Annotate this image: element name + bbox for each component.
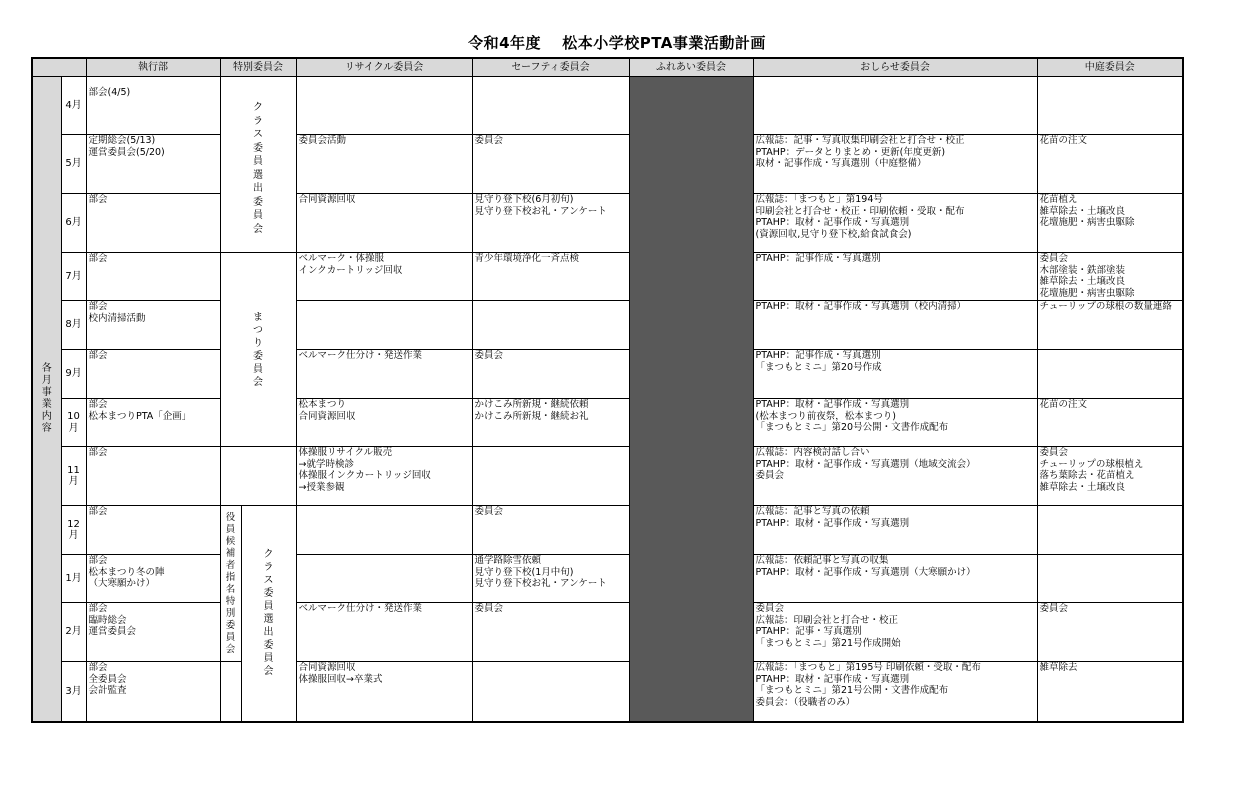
month-label: 3月 (61, 662, 86, 722)
garden-cell: 委員会 チューリップの球根植え 落ち葉除去・花苗植え 雑草除去・土壌改良 (1037, 447, 1183, 506)
notice-cell: PTAHP：記事作成・写真選別 (753, 253, 1037, 301)
garden-cell: 雑草除去 (1037, 662, 1183, 722)
safety-cell (472, 662, 629, 722)
garden-cell (1037, 350, 1183, 399)
header-corner (32, 58, 86, 77)
header-garden: 中庭委員会 (1037, 58, 1183, 77)
safety-cell: 見守り登下校(6月初旬) 見守り登下校お礼・アンケート (472, 194, 629, 253)
garden-cell: チューリップの球根の数量連絡 (1037, 301, 1183, 350)
notice-cell: PTAHP：取材・記事作成・写真選別 (松本まつり前夜祭，松本まつり) 「まつもとミニ」第20号公開・文書作成配布 (753, 399, 1037, 447)
safety-cell: 委員会 (472, 506, 629, 555)
header-row (32, 58, 1183, 77)
garden-cell: 委員会 木部塗装・鉄部塗装 雑草除去・土壌改良 花壇施肥・病害虫駆除 (1037, 253, 1183, 301)
month-label: 9月 (61, 350, 86, 399)
month-row (32, 301, 1183, 350)
special-empty-cell (220, 662, 241, 722)
recycle-cell (296, 506, 472, 555)
recycle-cell: 委員会活動 (296, 135, 472, 194)
month-label: 5月 (61, 135, 86, 194)
header-recycle: リサイクル委員会 (296, 58, 472, 77)
month-label: 11月 (61, 447, 86, 506)
header-fureai: ふれあい委員会 (629, 58, 753, 77)
safety-cell: 委員会 (472, 350, 629, 399)
garden-cell (1037, 77, 1183, 135)
month-label: 2月 (61, 603, 86, 662)
header-safety: セーフティ委員会 (472, 58, 629, 77)
recycle-cell (296, 77, 472, 135)
month-row (32, 662, 1183, 722)
executive-cell: 部会(4/5) (86, 77, 220, 135)
month-label: 6月 (61, 194, 86, 253)
notice-cell: PTAHP：記事作成・写真選別 「まつもとミニ」第20号作成 (753, 350, 1037, 399)
garden-cell (1037, 506, 1183, 555)
executive-cell: 定期総会(5/13) 運営委員会(5/20) (86, 135, 220, 194)
header-special: 特別委員会 (220, 58, 296, 77)
safety-cell: 青少年環境浄化一斉点検 (472, 253, 629, 301)
notice-cell: 広報誌：「まつもと」第195号 印刷依頼・受取・配布 PTAHP：取材・記事作成・写真選別 「まつもとミニ」第21号公開・文書作成配布 委員会：（役職者のみ） (753, 662, 1037, 722)
special-officer-candidate: 役員候補者指名特別委員会 (220, 506, 241, 662)
recycle-cell (296, 301, 472, 350)
recycle-cell: 体操服リサイクル販売 →就学時検診 体操服インクカートリッジ回収 →授業参観 (296, 447, 472, 506)
special-matsuri: まつり委員会 (220, 253, 296, 447)
recycle-cell: ベルマーク・体操服 インクカートリッジ回収 (296, 253, 472, 301)
notice-cell: 広報誌：「まつもと」第194号 印刷会社と打合せ・校正・印刷依頼・受取・配布 PTAHP：取材・記事作成・写真選別 (資源回収,見守り登下校,給食試食会) (753, 194, 1037, 253)
month-row (32, 77, 1183, 135)
month-row (32, 135, 1183, 194)
special-class-selection-1: クラス委員選出委員会 (220, 77, 296, 253)
page-title: 令和4年度 松本小学校PTA事業活動計画 (468, 34, 766, 52)
executive-cell: 部会 松本まつりPTA「企画」 (86, 399, 220, 447)
special-class-selection-2: クラス委員選出委員会 (241, 506, 296, 722)
month-label: 1月 (61, 555, 86, 603)
notice-cell: 広報誌：内容検討話し合い PTAHP：取材・記事作成・写真選別（地域交流会） 委員会 (753, 447, 1037, 506)
garden-cell: 花苗植え 雑草除去・土壌改良 花壇施肥・病害虫駆除 (1037, 194, 1183, 253)
executive-cell: 部会 松本まつり冬の陣 （大寒願かけ） (86, 555, 220, 603)
month-label: 12月 (61, 506, 86, 555)
month-label: 8月 (61, 301, 86, 350)
garden-cell: 委員会 (1037, 603, 1183, 662)
month-row (32, 506, 1183, 555)
month-label: 10月 (61, 399, 86, 447)
executive-cell: 部会 (86, 253, 220, 301)
notice-cell: PTAHP：取材・記事作成・写真選別（校内清掃） (753, 301, 1037, 350)
executive-cell: 部会 (86, 506, 220, 555)
notice-cell (753, 77, 1037, 135)
safety-cell: かけこみ所新規・継続依頼 かけこみ所新規・継続お礼 (472, 399, 629, 447)
executive-cell: 部会 全委員会 会計監査 (86, 662, 220, 722)
notice-cell: 広報誌：記事・写真収集印刷会社と打合せ・校正 PTAHP：データとりまとめ・更新(年度更新) 取材・記事作成・写真選別（中庭整備） (753, 135, 1037, 194)
recycle-cell: ベルマーク仕分け・発送作業 (296, 350, 472, 399)
recycle-cell (296, 555, 472, 603)
side-label: 各月事業内容 (32, 77, 61, 722)
recycle-cell: 合同資源回収 体操服回収→卒業式 (296, 662, 472, 722)
month-row (32, 194, 1183, 253)
executive-cell: 部会 (86, 194, 220, 253)
month-row (32, 447, 1183, 506)
month-row (32, 253, 1183, 301)
safety-cell (472, 301, 629, 350)
month-row (32, 603, 1183, 662)
garden-cell (1037, 555, 1183, 603)
garden-cell: 花苗の注文 (1037, 135, 1183, 194)
notice-cell: 広報誌：記事と写真の依頼 PTAHP：取材・記事作成・写真選別 (753, 506, 1037, 555)
month-row (32, 555, 1183, 603)
header-notice: おしらせ委員会 (753, 58, 1037, 77)
safety-cell (472, 77, 629, 135)
safety-cell (472, 447, 629, 506)
recycle-cell: 松本まつり 合同資源回収 (296, 399, 472, 447)
special-empty-cell (220, 447, 296, 506)
activity-plan-table (31, 57, 1184, 723)
month-label: 7月 (61, 253, 86, 301)
recycle-cell: ベルマーク仕分け・発送作業 (296, 603, 472, 662)
notice-cell: 委員会 広報誌：印刷会社と打合せ・校正 PTAHP：記事・写真選別 「まつもとミニ」第21号作成開始 (753, 603, 1037, 662)
month-label: 4月 (61, 77, 86, 135)
recycle-cell: 合同資源回収 (296, 194, 472, 253)
month-row (32, 350, 1183, 399)
executive-cell: 部会 臨時総会 運営委員会 (86, 603, 220, 662)
safety-cell: 委員会 (472, 135, 629, 194)
executive-cell: 部会 校内清掃活動 (86, 301, 220, 350)
fureai-column-fill (629, 77, 753, 722)
garden-cell: 花苗の注文 (1037, 399, 1183, 447)
executive-cell: 部会 (86, 350, 220, 399)
executive-cell: 部会 (86, 447, 220, 506)
notice-cell: 広報誌：依頼記事と写真の収集 PTAHP：取材・記事作成・写真選別（大寒願かけ） (753, 555, 1037, 603)
safety-cell: 通学路除雪依頼 見守り登下校(1月中旬) 見守り登下校お礼・アンケート (472, 555, 629, 603)
safety-cell: 委員会 (472, 603, 629, 662)
month-row (32, 399, 1183, 447)
header-executive: 執行部 (86, 58, 220, 77)
